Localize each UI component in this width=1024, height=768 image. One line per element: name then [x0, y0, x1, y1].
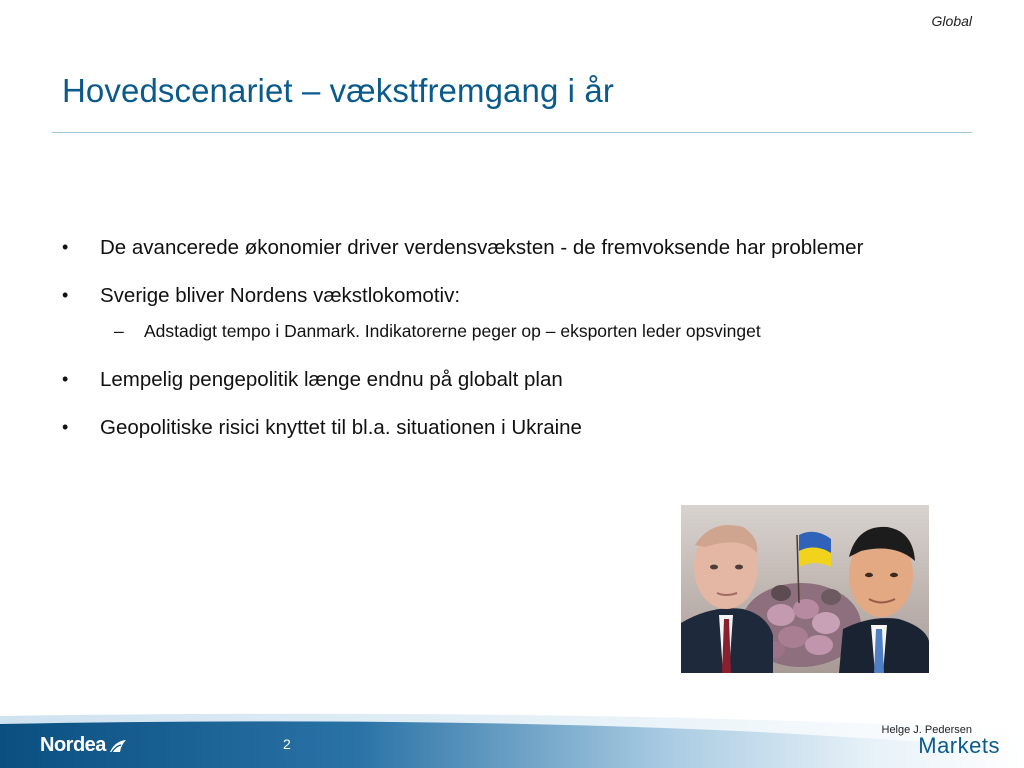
bullet-text: Geopolitiske risici knyttet til bl.a. situationen i Ukraine	[100, 416, 582, 439]
bullet-item	[62, 412, 922, 443]
leaders-photo-illustration	[681, 505, 929, 673]
bullet-marker: •	[62, 237, 69, 257]
nordea-logo	[40, 734, 127, 757]
sub-bullet-marker: –	[114, 321, 124, 341]
bullet-text: De avancerede økonomier driver verdensvæksten - de fremvoksende har problemer	[100, 236, 864, 259]
bullet-item	[62, 232, 922, 263]
bullet-item	[62, 364, 922, 395]
sub-bullet-text: Adstadigt tempo i Danmark. Indikatorerne peger op – eksporten leder opsvinget	[144, 321, 761, 341]
bullet-text: Lempelig pengepolitik længe endnu på globalt plan	[100, 368, 563, 391]
bullet-list	[62, 232, 922, 460]
sail-icon	[109, 739, 127, 753]
bullet-marker: •	[62, 285, 69, 305]
brand-name: Nordea	[40, 734, 106, 756]
bullet-text: Sverige bliver Nordens vækstlokomotiv:	[100, 284, 461, 307]
bullet-marker: •	[62, 369, 69, 389]
bullet-item	[62, 280, 922, 311]
markets-wordmark: Markets	[918, 733, 1000, 758]
sub-bullet-item	[62, 319, 922, 343]
footer-band	[0, 700, 1024, 768]
presenter-name: Helge J. Pedersen	[881, 724, 972, 736]
bullet-marker: •	[62, 417, 69, 437]
region-tag: Global	[931, 13, 972, 29]
leaders-photo	[681, 505, 929, 673]
page-number: 2	[283, 736, 291, 752]
title-divider	[52, 132, 972, 133]
slide-title: Hovedscenariet – vækstfremgang i år	[62, 72, 614, 109]
